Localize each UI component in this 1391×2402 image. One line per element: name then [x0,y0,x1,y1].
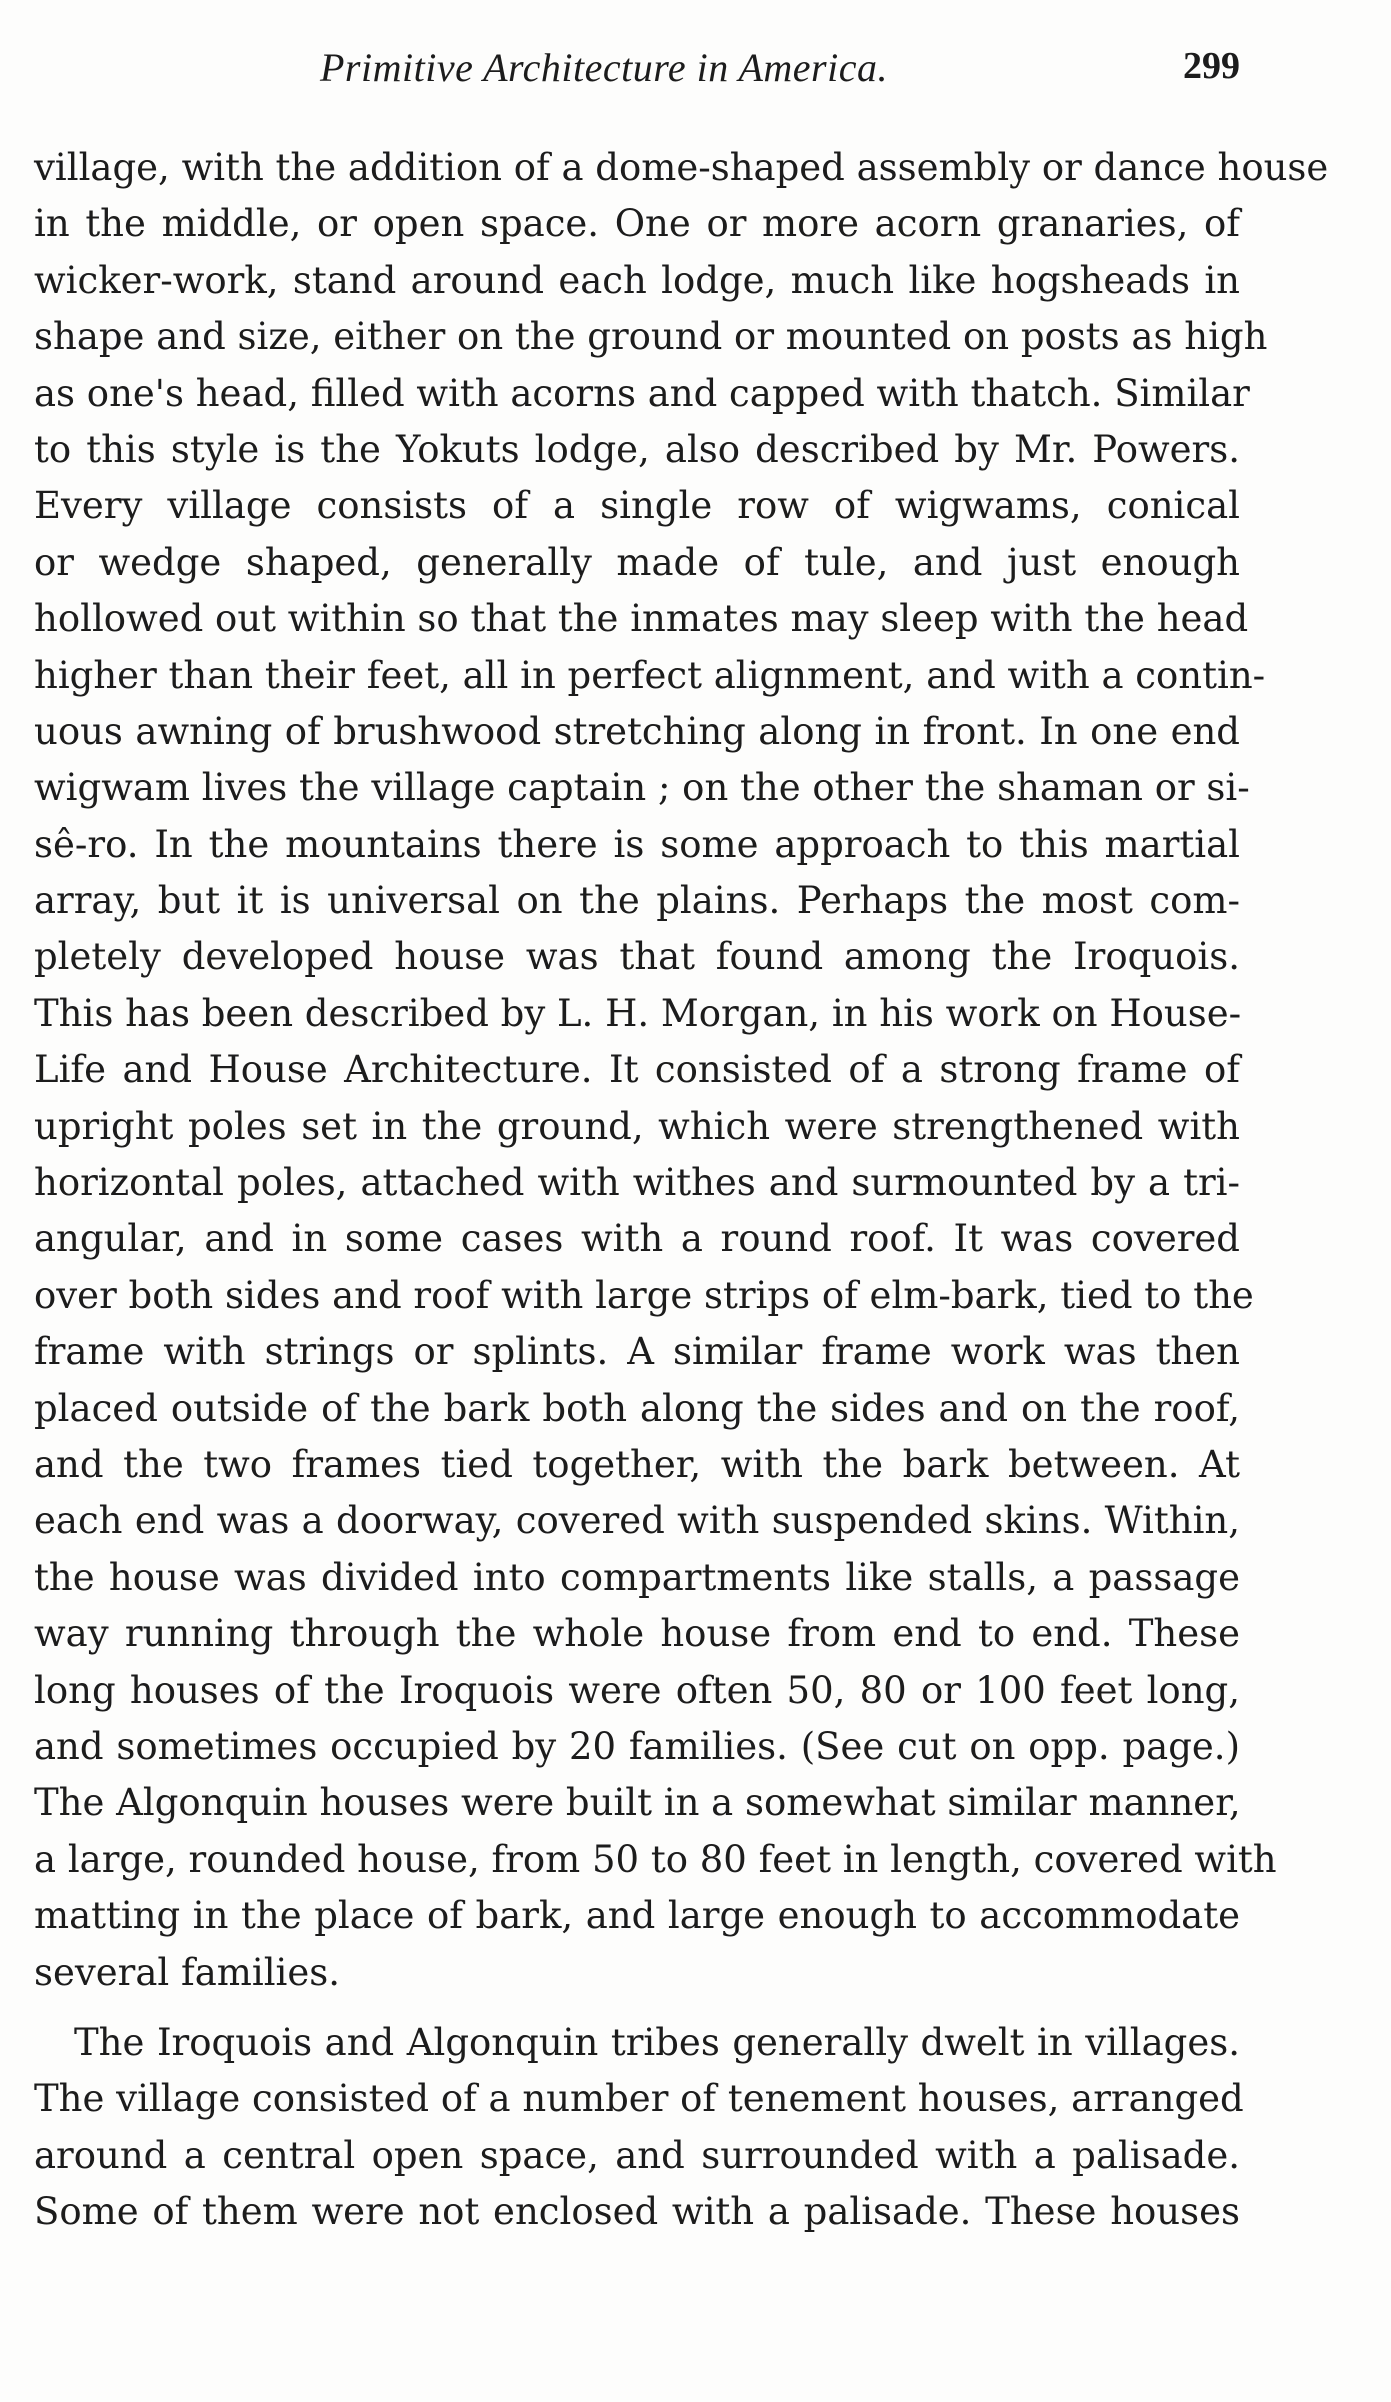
text-line: and the two frames tied together, with the bark between. At [34,1442,1240,1486]
text-line: a large, rounded house, from 50 to 80 feet in length, covered with [34,1837,1277,1881]
paragraph-2 [34,2015,1244,2241]
body-text [34,140,1329,2240]
text-line: This has been described by L. H. Morgan, in his work on House- [34,991,1242,1035]
text-line: higher than their feet, all in perfect alignment, and with a contin- [34,653,1266,697]
text-line: frame with strings or splints. A similar frame work was then [34,1330,1240,1374]
text-line: Every village consists of a single row of wigwams, conical [34,484,1240,528]
text-line: as one's head, filled with acorns and capped with thatch. Similar [34,371,1250,415]
text-line: matting in the place of bark, and large enough to accommodate [34,1894,1240,1938]
text-line: in the middle, or open space. One or more acorn granaries, of [34,202,1240,246]
text-line: around a central open space, and surrounded with a palisade. [34,2133,1240,2177]
text-line: hollowed out within so that the inmates may sleep with the head [34,597,1249,641]
text-line: the house was divided into compartments like stalls, a passage [34,1555,1240,1599]
text-line: long houses of the Iroquois were often 50, 80 or 100 feet long, [34,1668,1240,1712]
text-line: over both sides and roof with large strips of elm-bark, tied to the [34,1273,1254,1317]
text-line: uous awning of brushwood stretching along in front. In one end [34,709,1240,753]
running-title: Primitive Architecture in America. [320,45,888,90]
page-number: 299 [1183,45,1240,87]
text-line: upright poles set in the ground, which were strengthened with [34,1104,1240,1148]
paragraph-spacer [34,2001,1240,2015]
text-line: The Iroquois and Algonquin tribes generally dwelt in villages. [74,2020,1240,2064]
text-line: placed outside of the bark both along the sides and on the roof, [34,1386,1240,1430]
text-line: angular, and in some cases with a round roof. It was covered [34,1217,1240,1261]
text-line: horizontal poles, attached with withes and surmounted by a tri- [34,1161,1240,1205]
text-line: wigwam lives the village captain ; on the other the shaman or si- [34,766,1250,810]
text-line: wicker-work, stand around each lodge, much like hogsheads in [34,258,1240,302]
text-line: The village consisted of a number of tenement houses, arranged [34,2077,1244,2121]
text-line: way running through the whole house from end to end. These [34,1612,1240,1656]
text-line: or wedge shaped, generally made of tule, and just enough [34,540,1240,584]
text-line: The Algonquin houses were built in a somewhat similar manner, [34,1781,1241,1825]
text-line: pletely developed house was that found among the Iroquois. [34,935,1240,979]
running-head [320,44,1240,98]
text-line: each end was a doorway, covered with suspended skins. Within, [34,1499,1240,1543]
text-line: and sometimes occupied by 20 families. (See cut on opp. page.) [34,1724,1240,1768]
text-line: several families. [34,1950,341,1994]
text-line: village, with the addition of a dome-shaped assembly or dance house [34,146,1329,189]
text-line: to this style is the Yokuts lodge, also described by Mr. Powers. [34,427,1240,471]
text-line: Some of them were not enclosed with a palisade. These houses [34,2190,1240,2234]
text-line: Life and House Architecture. It consisted of a strong frame of [34,1048,1240,1092]
text-line: array, but it is universal on the plains. Perhaps the most com- [34,879,1240,923]
text-line: shape and size, either on the ground or mounted on posts as high [34,315,1268,359]
text-line: sê-ro. In the mountains there is some approach to this martial [34,822,1240,866]
paragraph-1 [34,140,1329,2001]
